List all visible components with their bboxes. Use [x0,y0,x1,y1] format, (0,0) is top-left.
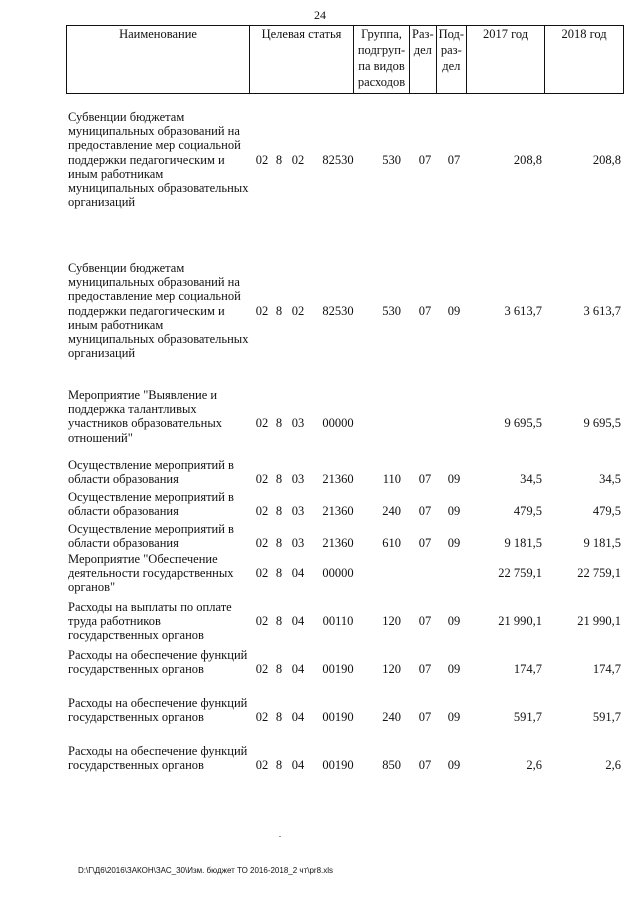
scan-mark [279,836,281,837]
cell-y2017: 479,5 [513,504,542,519]
cell-y2018: 34,5 [599,472,621,487]
cell-c3: 02 [291,152,305,167]
cell-c4: 00110 [322,614,354,629]
cell-c4: 21360 [322,504,354,519]
footer-file-path: D:\Г\Д6\2016\ЗАКОН\ЗАС_30\Изм. бюджет ТО 2016-2018_2 чт\pr8.xls [78,866,334,875]
cell-section: 07 [418,710,432,725]
cell-c2: 8 [275,662,283,677]
cell-c1: 02 [255,566,269,581]
row-name: Мероприятие "Выявление и поддержка талантливых участников образовательных отношений" [68,388,222,445]
cell-subsection: 09 [447,536,461,551]
cell-c2: 8 [275,614,283,629]
cell-subsection: 09 [447,662,461,677]
header-2017: 2017 год [467,26,545,94]
cell-c3: 04 [291,710,305,725]
cell-subsection: 09 [447,710,461,725]
cell-c3: 03 [291,504,305,519]
cell-c4: 00190 [322,662,354,677]
cell-y2017: 34,5 [520,472,542,487]
cell-c2: 8 [275,566,283,581]
cell-section: 07 [418,303,432,318]
cell-y2018: 22 759,1 [577,566,621,581]
cell-c1: 02 [255,504,269,519]
row-name: Расходы на выплаты по оплате труда работников государственных органов [68,600,232,643]
cell-c3: 03 [291,536,305,551]
cell-group: 530 [382,152,401,167]
cell-c3: 04 [291,662,305,677]
row-name: Мероприятие "Обеспечение деятельности государственных органов" [68,552,234,595]
row-name: Расходы на обеспечение функций государственных органов [68,744,248,773]
cell-y2018: 208,8 [592,152,621,167]
cell-y2017: 3 613,7 [504,303,542,318]
cell-y2017: 9 181,5 [504,536,542,551]
cell-group: 240 [382,504,401,519]
cell-c3: 02 [291,303,305,318]
cell-section: 07 [418,472,432,487]
table-row [66,648,621,691]
table-row [66,696,621,739]
cell-c3: 04 [291,614,305,629]
cell-y2017: 208,8 [513,152,542,167]
cell-c2: 8 [275,416,283,431]
cell-subsection: 09 [447,614,461,629]
cell-y2017: 2,6 [526,758,542,773]
cell-group: 850 [382,758,401,773]
cell-c4: 82530 [322,303,354,318]
cell-c2: 8 [275,504,283,519]
cell-section: 07 [418,758,432,773]
table-header [66,25,624,94]
cell-c1: 02 [255,758,269,773]
cell-group: 240 [382,710,401,725]
cell-section: 07 [418,662,432,677]
table-row [66,600,621,643]
cell-section: 07 [418,614,432,629]
cell-c1: 02 [255,416,269,431]
row-name: Расходы на обеспечение функций государственных органов [68,696,248,725]
cell-y2017: 591,7 [513,710,542,725]
cell-c4: 00000 [322,566,354,581]
cell-section: 07 [418,504,432,519]
cell-c3: 03 [291,472,305,487]
cell-c3: 04 [291,566,305,581]
cell-c1: 02 [255,614,269,629]
cell-group: 110 [382,472,401,487]
cell-c1: 02 [255,303,269,318]
row-name: Субвенции бюджетам муниципальных образований на предоставление мер социальной поддержки педагогическим и иным работникам муниципальных образовательных организаций [68,261,249,361]
row-name: Осуществление мероприятий в области образования [68,458,234,487]
cell-group: 120 [382,614,401,629]
cell-c1: 02 [255,472,269,487]
header-group: Группа, подгруп-па видов расходов [354,26,410,94]
cell-c2: 8 [275,536,283,551]
cell-c3: 03 [291,416,305,431]
table-row [66,388,621,445]
cell-y2017: 174,7 [513,662,542,677]
table-row [66,261,621,360]
table-row [66,552,621,595]
cell-c2: 8 [275,472,283,487]
cell-c2: 8 [275,710,283,725]
row-name: Субвенции бюджетам муниципальных образований на предоставление мер социальной поддержки педагогическим и иным работникам муниципальных образовательных организаций [68,110,249,210]
cell-c4: 00000 [322,416,354,431]
header-subsection: Под-раз-дел [436,26,466,94]
header-section: Раз-дел [410,26,437,94]
cell-c2: 8 [275,152,283,167]
table-row [66,110,621,209]
cell-c2: 8 [275,303,283,318]
page-number: 24 [314,8,326,22]
cell-group: 610 [382,536,401,551]
cell-c3: 04 [291,758,305,773]
cell-y2018: 9 181,5 [583,536,621,551]
row-name: Осуществление мероприятий в области образования [68,490,234,519]
cell-subsection: 09 [447,504,461,519]
cell-subsection: 09 [447,472,461,487]
cell-y2017: 22 759,1 [498,566,542,581]
cell-y2018: 9 695,5 [583,416,621,431]
cell-c4: 82530 [322,152,354,167]
cell-y2018: 3 613,7 [583,303,621,318]
cell-c1: 02 [255,536,269,551]
cell-c4: 00190 [322,710,354,725]
table-row [66,522,621,550]
cell-y2018: 2,6 [605,758,621,773]
header-2018: 2018 год [545,26,624,94]
cell-group: 120 [382,662,401,677]
cell-subsection: 09 [447,758,461,773]
cell-c4: 21360 [322,472,354,487]
cell-c4: 21360 [322,536,354,551]
row-name: Расходы на обеспечение функций государственных органов [68,648,248,677]
cell-y2018: 174,7 [592,662,621,677]
table-row [66,744,621,787]
cell-c2: 8 [275,758,283,773]
cell-c1: 02 [255,152,269,167]
table-row [66,490,621,518]
header-target: Целевая статья [250,26,354,94]
cell-y2017: 21 990,1 [498,614,542,629]
cell-y2018: 21 990,1 [577,614,621,629]
cell-c4: 00190 [322,758,354,773]
cell-y2017: 9 695,5 [504,416,542,431]
cell-group: 530 [382,303,401,318]
cell-y2018: 479,5 [592,504,621,519]
cell-y2018: 591,7 [592,710,621,725]
cell-section: 07 [418,536,432,551]
table-row [66,458,621,486]
cell-c1: 02 [255,662,269,677]
cell-subsection: 09 [447,303,461,318]
cell-subsection: 07 [447,152,461,167]
cell-section: 07 [418,152,432,167]
cell-c1: 02 [255,710,269,725]
row-name: Осуществление мероприятий в области образования [68,522,234,551]
header-name: Наименование [67,26,250,94]
